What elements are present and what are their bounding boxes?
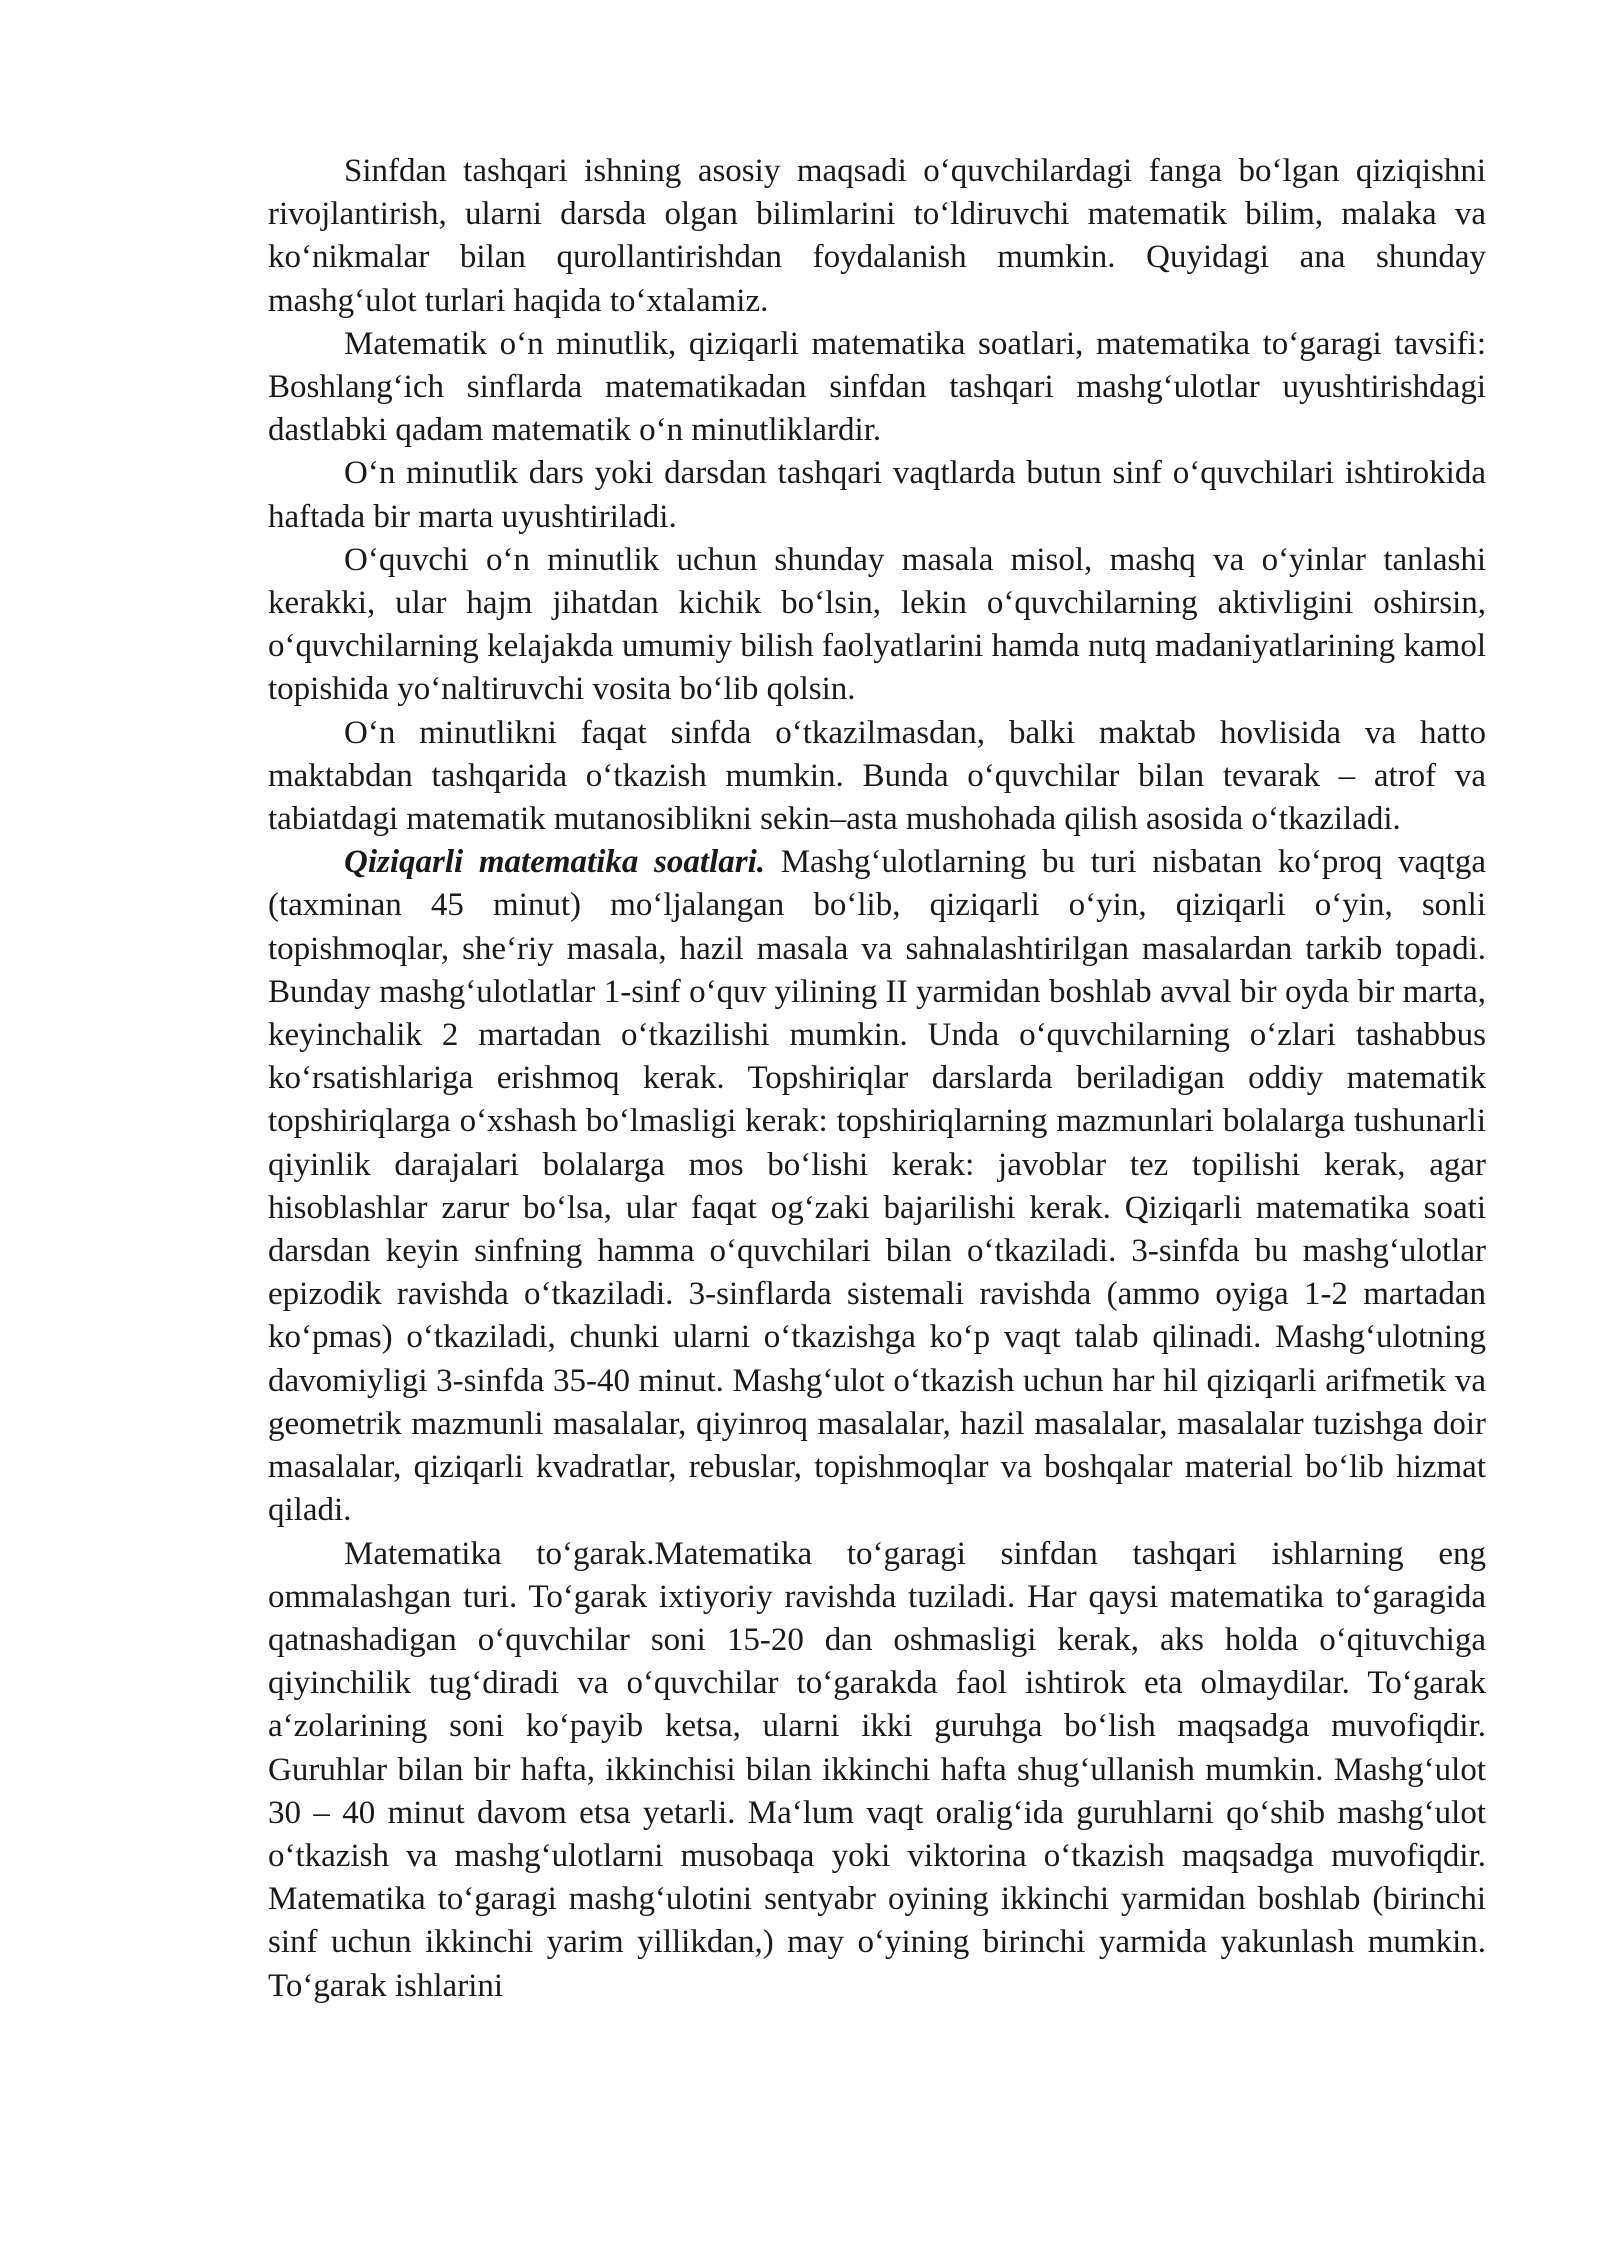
paragraph-text: Matematika to‘garak.Matematika to‘garagi sinfdan tashqari ishlarning eng ommalashgan turi. To‘garak ixtiyoriy ravishda tuziladi. Har qaysi matematika to‘garagida qatnashadigan o‘quvchilar soni 15-20 dan oshmasligi kerak, aks holda o‘qituvchiga qiyinchilik tug‘diradi va o‘quvchilar to‘garakda faol ishtirok eta olmaydilar. To‘garak a‘zolarining soni ko‘payib ketsa, ularni ikki guruhga bo‘lish maqsadga muvofiqdir. Guruhlar bilan bir hafta, ikkinchisi bilan ikkinchi hafta shug‘ullanish mumkin. Mashg‘ulot 30 – 40 minut davom etsa yetarli. Ma‘lum vaqt oralig‘ida guruhlarni qo‘shib mashg‘ulot o‘tkazish va mashg‘ulotlarni musobaqa yoki viktorina o‘tkazish maqsadga muvofiqdir. Matematika to‘garagi mashg‘ulotini sentyabr oyining ikkinchi yarmidan boshlab (birinchi sinf uchun ikkinchi yarim yillikdan,) may o‘yining birinchi yarmida yakunlash mumkin. To‘garak ishlarini bbox=[268, 1535, 1486, 2004]
document-page bbox=[268, 150, 1486, 2008]
paragraph-text: Mashg‘ulotlarning bu turi nisbatan ko‘proq vaqtga (taxminan 45 minut) mo‘ljalangan bo‘lib, qiziqarli o‘yin, qiziqarli o‘yin, sonli topishmoqlar, she‘riy masala, hazil masala va sahnalashtirilgan masalardan tarkib topadi. Bunday mashg‘ulotlatlar 1-sinf o‘quv yilining II yarmidan boshlab avval bir oyda bir marta, keyinchalik 2 martadan o‘tkazilishi mumkin. Unda o‘quvchilarning o‘zlari tashabbus ko‘rsatishlariga erishmoq kerak. Topshiriqlar darslarda beriladigan oddiy matematik topshiriqlarga o‘xshash bo‘lmasligi kerak: topshiriqlarning mazmunlari bolalarga tushunarli qiyinlik darajalari bolalarga mos bo‘lishi kerak: javoblar tez topilishi kerak, agar hisoblashlar zarur bo‘lsa, ular faqat og‘zaki bajarilishi kerak. Qiziqarli matematika soati darsdan keyin sinfning hamma o‘quvchilari bilan o‘tkaziladi. 3-sinfda bu mashg‘ulotlar epizodik ravishda o‘tkaziladi. 3-sinflarda sistemali ravishda (ammo oyiga 1-2 martadan ko‘pmas) o‘tkaziladi, chunki ularni o‘tkazishga ko‘p vaqt talab qilinadi. Mashg‘ulotning davomiyligi 3-sinfda 35-40 minut. Mashg‘ulot o‘tkazish uchun har hil qiziqarli arifmetik va geometrik mazmunli masalalar, qiyinroq masalalar, hazil masalalar, masalalar tuzishga doir masalalar, qiziqarli kvadratlar, rebuslar, topishmoqlar va boshqalar material bo‘lib hizmat qiladi. bbox=[268, 844, 1486, 1529]
paragraph-math-hours bbox=[268, 841, 1486, 1532]
paragraph-heading: Qiziqarli matematika soatlari. bbox=[344, 844, 765, 881]
paragraph-goal bbox=[268, 150, 1486, 323]
paragraph-text: Sinfdan tashqari ishning asosiy maqsadi o‘quvchilardagi fanga bo‘lgan qiziqishni rivojlantirish, ularni darsda olgan bilimlarini to‘ldiruvchi matematik bilim, malaka va ko‘nikmalar bilan qurollantirishdan foydalanish mumkin. Quyidagi ana shunday mashg‘ulot turlari haqida to‘xtalamiz. bbox=[268, 153, 1486, 319]
paragraph-math-club bbox=[268, 1533, 1486, 2008]
paragraph-exercises bbox=[268, 539, 1486, 712]
paragraph-text: O‘n minutlik dars yoki darsdan tashqari vaqtlarda butun sinf o‘quvchilari ishtirokida haftada bir marta uyushtiriladi. bbox=[268, 455, 1486, 535]
paragraph-text: O‘n minutlikni faqat sinfda o‘tkazilmasdan, balki maktab hovlisida va hatto maktabdan tashqarida o‘tkazish mumkin. Bunda o‘quvchilar bilan tevarak – atrof va tabiatdagi matematik mutanosiblikni sekin–asta mushohada qilish asosida o‘tkaziladi. bbox=[268, 714, 1486, 838]
paragraph-overview bbox=[268, 323, 1486, 453]
paragraph-text: Matematik o‘n minutlik, qiziqarli matematika soatlari, matematika to‘garagi tavsifi: Boshlang‘ich sinflarda matematikadan sinfdan tashqari mashg‘ulotlar uyushtirishdagi dastlabki qadam matematik o‘n minutliklardir. bbox=[268, 325, 1486, 449]
paragraph-outdoor bbox=[268, 712, 1486, 842]
paragraph-ten-minute bbox=[268, 452, 1486, 538]
paragraph-text: O‘quvchi o‘n minutlik uchun shunday masala misol, mashq va o‘yinlar tanlashi kerakki, ular hajm jihatdan kichik bo‘lsin, lekin o‘quvchilarning aktivligini oshirsin, o‘quvchilarning kelajakda umumiy bilish faolyatlarini hamda nutq madaniyatlarining kamol topishida yo‘naltiruvchi vosita bo‘lib qolsin. bbox=[268, 541, 1486, 708]
